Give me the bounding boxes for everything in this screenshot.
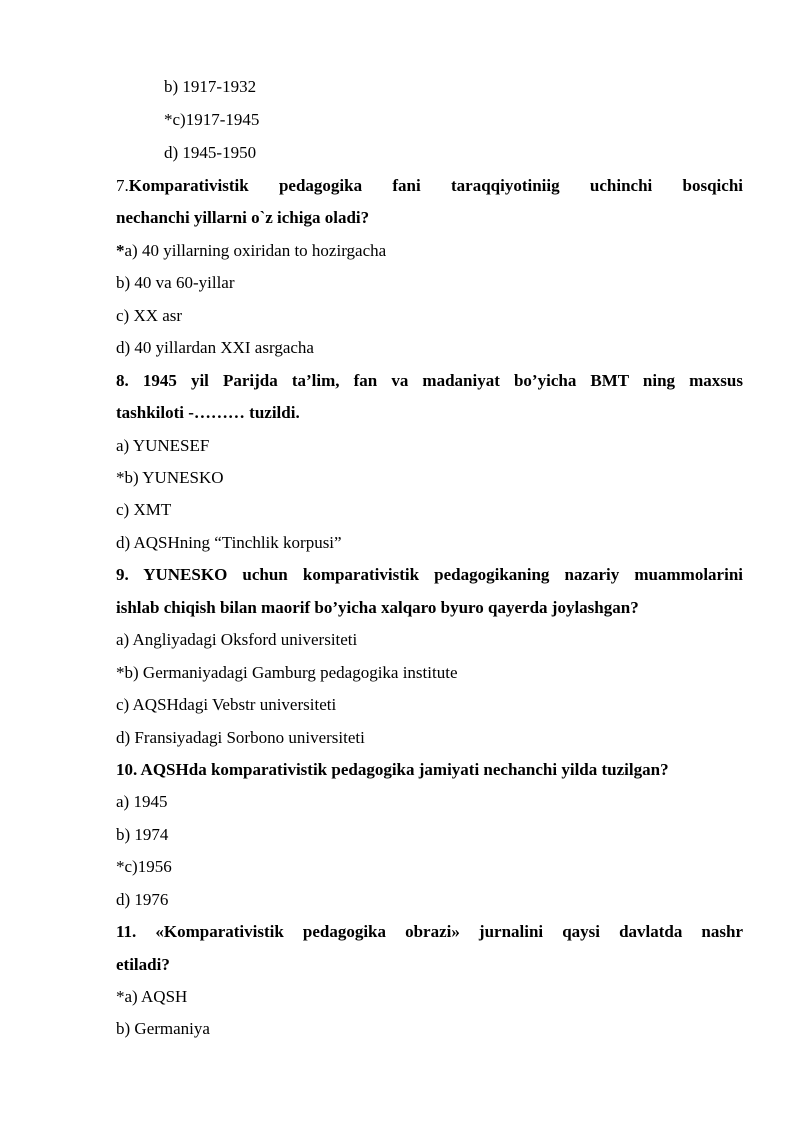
q7-number: 7. (116, 176, 129, 195)
q9-option-a: a) Angliyadagi Oksford universiteti (116, 630, 358, 649)
q6-option-b: b) 1917-1932 (164, 77, 257, 96)
q8-option-c: c) XMT (116, 500, 172, 519)
q9-question-line1: 9. YUNESKO uchun komparativistik pedagogikaning nazariy muammolarini (116, 565, 743, 584)
q11-question-line1: 11. «Komparativistik pedagogika obrazi» jurnalini qaysi davlatda nashr (116, 922, 743, 941)
q8-question-line1: 8. 1945 yil Parijda ta’lim, fan va madaniyat bo’yicha BMT ning maxsus (116, 371, 743, 390)
q7-option-a (116, 241, 386, 261)
q7-option-b: b) 40 va 60-yillar (116, 273, 235, 292)
q8-option-a: a) YUNESEF (116, 436, 210, 455)
q10-question-line1: 10. AQSHda komparativistik pedagogika jamiyati nechanchi yilda tuzilgan? (116, 760, 669, 779)
q8-option-b: *b) YUNESKO (116, 468, 224, 487)
q8-question-line2: tashkiloti -……… tuzildi. (116, 403, 300, 422)
q7-option-a-text: a) 40 yillarning oxiridan to hozirgacha (124, 241, 387, 260)
q10-option-d: d) 1976 (116, 890, 169, 909)
q10-option-a: a) 1945 (116, 792, 168, 811)
q7-option-d: d) 40 yillardan XXI asrgacha (116, 338, 314, 357)
q9-option-d: d) Fransiyadagi Sorbono universiteti (116, 728, 365, 747)
q9-question-line2: ishlab chiqish bilan maorif bo’yicha xalqaro byuro qayerda joylashgan? (116, 598, 639, 617)
q11-question-line2: etiladi? (116, 955, 170, 974)
q7-question-line1 (116, 176, 743, 196)
q9-option-c: c) AQSHdagi Vebstr universiteti (116, 695, 337, 714)
q10-option-c: *c)1956 (116, 857, 172, 876)
q6-option-d: d) 1945-1950 (164, 143, 257, 162)
q6-option-c: *c)1917-1945 (164, 110, 260, 129)
q7-question-text: Komparativistik pedagogika fani taraqqiyotiniig uchinchi bosqichi (128, 176, 743, 195)
correct-mark: * (116, 241, 125, 260)
q8-option-d: d) AQSHning “Tinchlik korpusi” (116, 533, 342, 552)
q7-question-line2: nechanchi yillarni o`z ichiga oladi? (116, 208, 370, 227)
q7-option-c: c) XX asr (116, 306, 183, 325)
q11-option-a: *a) AQSH (116, 987, 188, 1006)
q10-option-b: b) 1974 (116, 825, 169, 844)
q9-option-b: *b) Germaniyadagi Gamburg pedagogika institute (116, 663, 458, 682)
q11-option-b: b) Germaniya (116, 1019, 210, 1038)
